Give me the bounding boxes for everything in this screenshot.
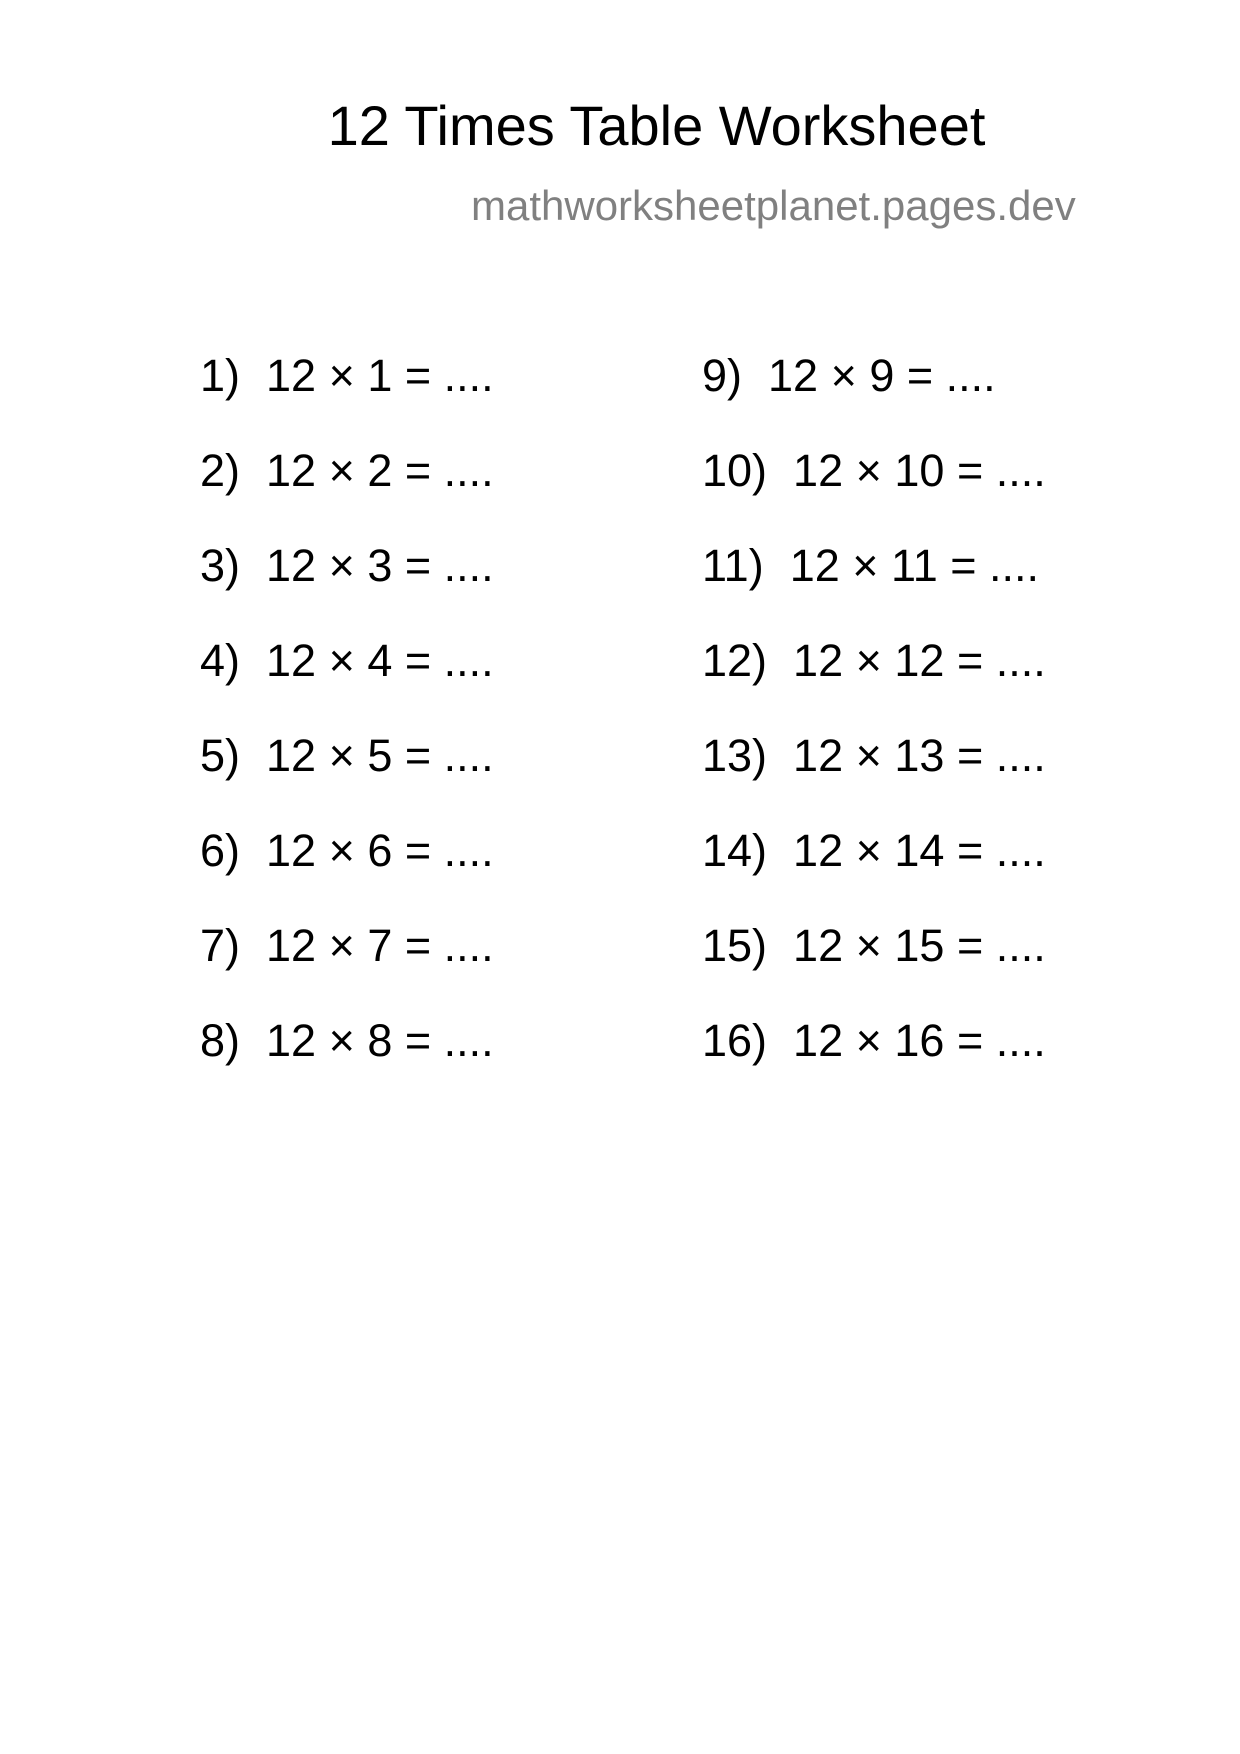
problem-number: 8) (200, 1015, 241, 1066)
problem-expression: 12 × 10 = .... (793, 445, 1046, 496)
problem-expression: 12 × 3 = .... (266, 540, 494, 591)
problem-expression: 12 × 14 = .... (793, 825, 1046, 876)
problem-expression: 12 × 12 = .... (793, 635, 1046, 686)
problem-10 (702, 445, 1046, 543)
problem-9 (702, 350, 1046, 448)
problem-8 (200, 1015, 494, 1113)
source-url: mathworksheetplanet.pages.dev (471, 182, 1076, 229)
problem-number: 13) (702, 730, 768, 781)
problem-expression: 12 × 5 = .... (266, 730, 494, 781)
problem-expression: 12 × 2 = .... (266, 445, 494, 496)
problem-expression: 12 × 13 = .... (793, 730, 1046, 781)
problem-number: 5) (200, 730, 241, 781)
problem-expression: 12 × 1 = .... (266, 350, 494, 401)
problem-16 (702, 1015, 1046, 1113)
problem-expression: 12 × 11 = .... (789, 540, 1040, 591)
problem-number: 10) (702, 445, 768, 496)
problem-expression: 12 × 15 = .... (793, 920, 1046, 971)
problem-13 (702, 730, 1046, 828)
problem-5 (200, 730, 494, 828)
problem-3 (200, 540, 494, 638)
problem-number: 12) (702, 635, 768, 686)
problem-expression: 12 × 9 = .... (768, 350, 996, 401)
problem-expression: 12 × 16 = .... (793, 1015, 1046, 1066)
problem-12 (702, 635, 1046, 733)
problem-2 (200, 445, 494, 543)
problem-column-left (200, 350, 494, 1113)
problem-7 (200, 920, 494, 1018)
problem-number: 6) (200, 825, 241, 876)
problem-number: 16) (702, 1015, 768, 1066)
problem-11 (702, 540, 1046, 638)
problem-4 (200, 635, 494, 733)
problem-number: 7) (200, 920, 241, 971)
problem-15 (702, 920, 1046, 1018)
problem-column-right (702, 350, 1046, 1113)
page-title: 12 Times Table Worksheet (327, 94, 986, 157)
problem-expression: 12 × 4 = .... (266, 635, 494, 686)
problem-number: 15) (702, 920, 768, 971)
problem-1 (200, 350, 494, 448)
problem-number: 2) (200, 445, 241, 496)
problem-number: 1) (200, 350, 241, 401)
problem-6 (200, 825, 494, 923)
problem-expression: 12 × 6 = .... (266, 825, 494, 876)
problem-number: 3) (200, 540, 241, 591)
problem-14 (702, 825, 1046, 923)
problem-number: 11) (702, 540, 764, 591)
problem-number: 4) (200, 635, 241, 686)
problem-expression: 12 × 7 = .... (266, 920, 494, 971)
problem-expression: 12 × 8 = .... (266, 1015, 494, 1066)
problem-number: 14) (702, 825, 768, 876)
problem-number: 9) (702, 350, 743, 401)
